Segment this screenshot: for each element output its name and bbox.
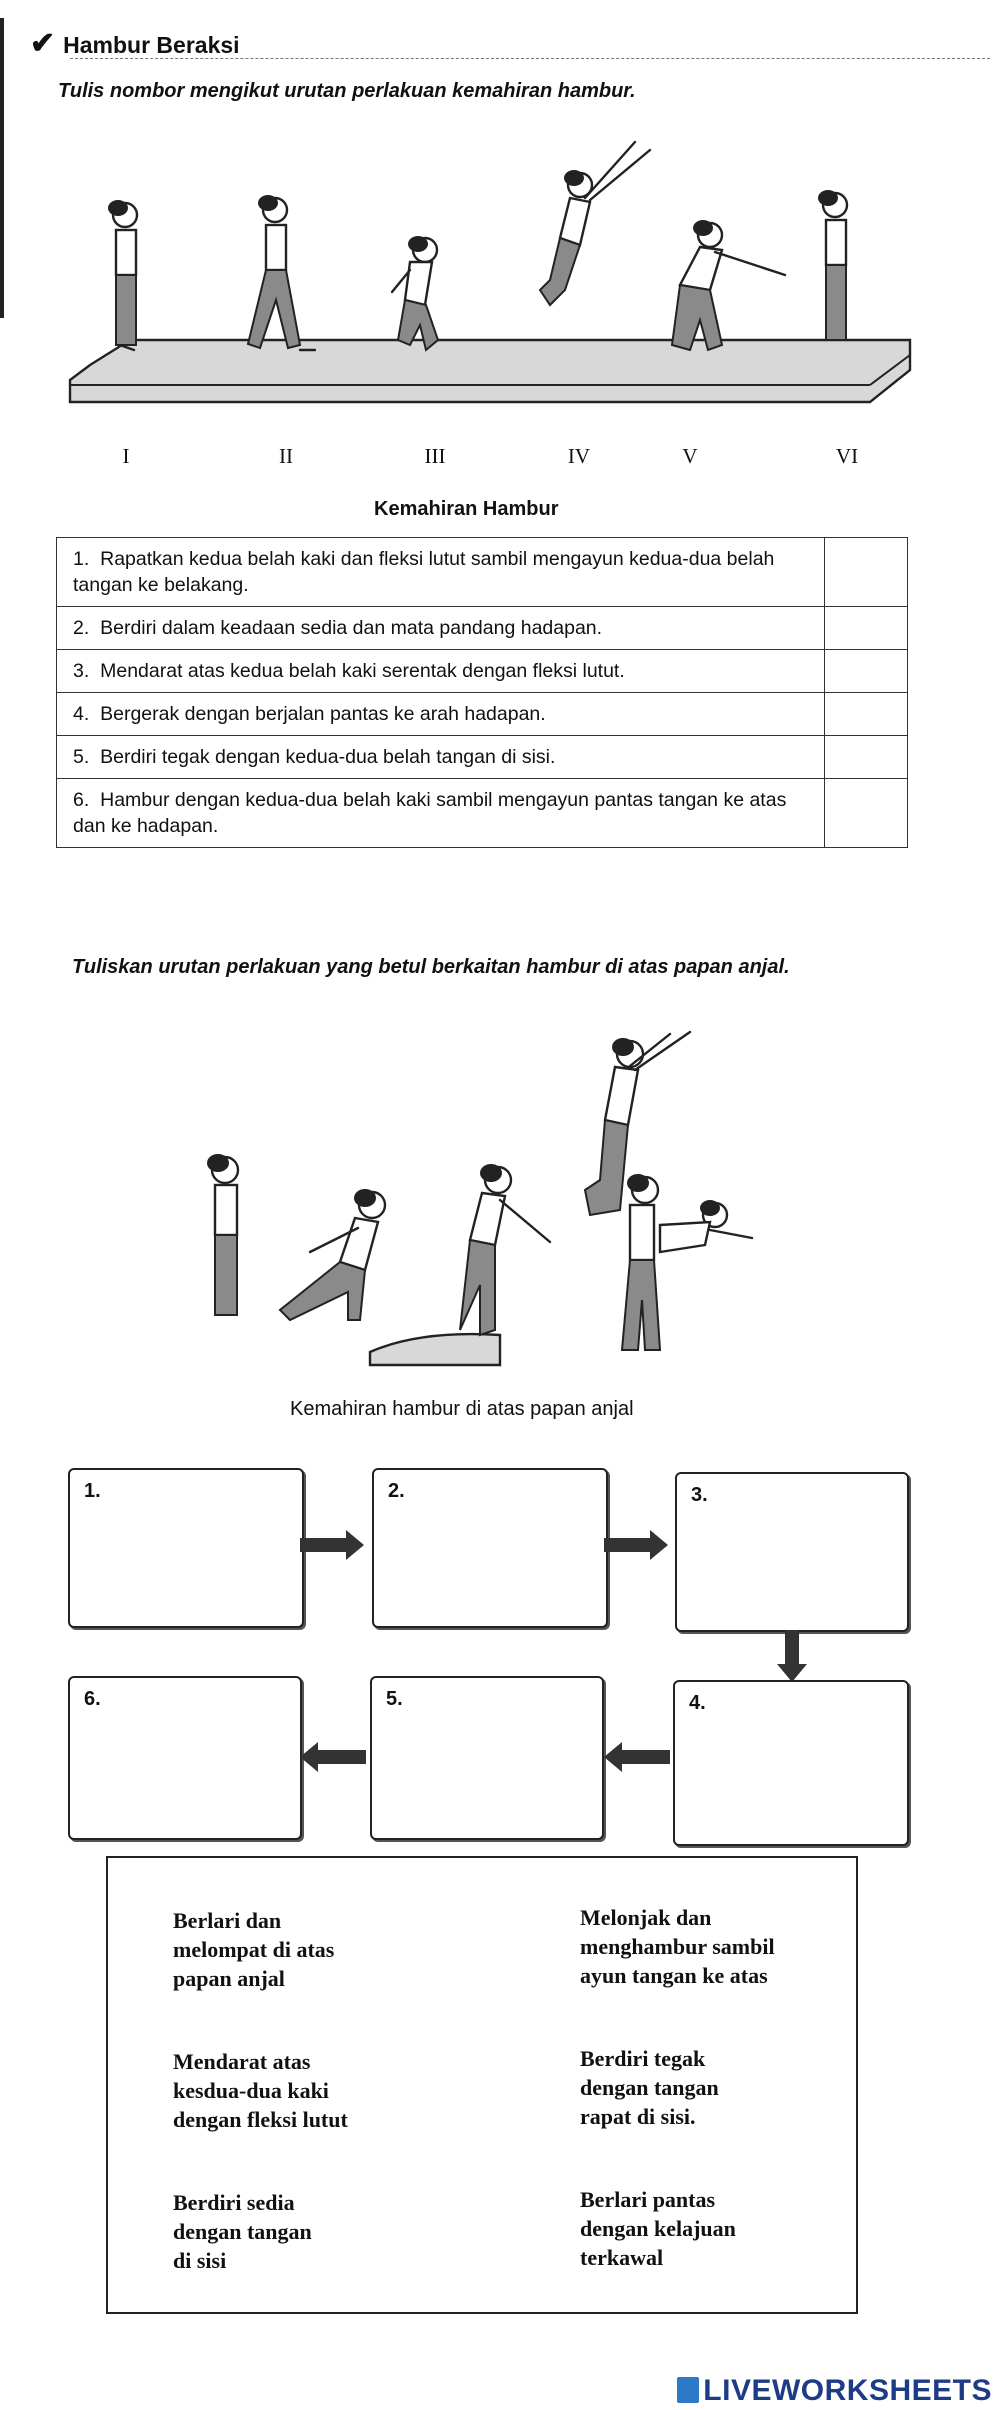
arrow-right-1 bbox=[300, 1538, 362, 1552]
liveworksheets-logo bbox=[677, 2374, 992, 2408]
figure-land-e bbox=[622, 1174, 752, 1350]
flow-box-number: 4. bbox=[689, 1692, 706, 1714]
flow-box-number: 2. bbox=[388, 1480, 405, 1502]
figure-land-5 bbox=[672, 220, 785, 350]
option-item[interactable]: Berdiri tegak dengan tangan rapat di sisi. bbox=[580, 2046, 719, 2129]
title-divider bbox=[70, 58, 990, 59]
answer-cell[interactable] bbox=[825, 736, 908, 779]
option-item[interactable]: Melonjak dan menghambur sambil ayun tangan ke atas bbox=[580, 1905, 775, 1988]
step-number: 2. bbox=[73, 617, 90, 639]
springboard bbox=[370, 1334, 500, 1365]
flow-box-6[interactable] bbox=[68, 1676, 302, 1840]
option-item[interactable]: Berdiri sedia dengan tangan di sisi bbox=[173, 2190, 312, 2273]
springboard-sequence-illustration bbox=[190, 1030, 790, 1390]
table-row bbox=[57, 779, 908, 848]
step-number: 6. bbox=[73, 789, 90, 811]
flow-box-4[interactable] bbox=[673, 1680, 909, 1846]
figure-stand-1 bbox=[108, 200, 137, 350]
figure-2-caption: Kemahiran hambur di atas papan anjal bbox=[290, 1398, 634, 1420]
flow-box-2[interactable] bbox=[372, 1468, 608, 1628]
option-item[interactable]: Berlari dan melompat di atas papan anjal bbox=[173, 1908, 335, 1991]
step-number: 1. bbox=[73, 548, 90, 570]
figure-run-b bbox=[280, 1189, 385, 1320]
figure-jump-4 bbox=[540, 142, 650, 305]
step-cell bbox=[57, 736, 825, 779]
figure-label-2: II bbox=[279, 444, 293, 468]
flow-box-5[interactable] bbox=[370, 1676, 604, 1840]
step-text: Berdiri dalam keadaan sedia dan mata pandang hadapan. bbox=[100, 617, 603, 639]
figure-label-1: I bbox=[122, 444, 130, 468]
flow-box-number: 6. bbox=[84, 1688, 101, 1710]
figure-label-5: V bbox=[682, 444, 698, 468]
instruction-1: Tulis nombor mengikut urutan perlakuan kemahiran hambur. bbox=[58, 80, 636, 102]
step-cell bbox=[57, 693, 825, 736]
table-row bbox=[57, 693, 908, 736]
table-row bbox=[57, 607, 908, 650]
answer-cell[interactable] bbox=[825, 650, 908, 693]
check-icon: ✔ bbox=[30, 27, 56, 60]
option-item[interactable]: Berlari pantas dengan kelajuan terkawal bbox=[580, 2187, 736, 2270]
table-row bbox=[57, 736, 908, 779]
arrow-right-2 bbox=[604, 1538, 666, 1552]
liveworksheets-logo-icon bbox=[677, 2377, 699, 2403]
liveworksheets-logo-text: LIVEWORKSHEETS bbox=[703, 2374, 992, 2407]
step-text: Hambur dengan kedua-dua belah kaki sambil mengayun pantas tangan ke atas dan ke hadapan. bbox=[73, 789, 787, 837]
step-text: Rapatkan kedua belah kaki dan fleksi lutut sambil mengayun kedua-dua belah tangan ke belakang. bbox=[73, 548, 775, 596]
figure-1-caption: Kemahiran Hambur bbox=[374, 498, 559, 520]
flow-box-1[interactable] bbox=[68, 1468, 304, 1628]
figure-label-3: III bbox=[424, 444, 446, 468]
flow-box-number: 1. bbox=[84, 1480, 101, 1502]
flow-box-number: 3. bbox=[691, 1484, 708, 1506]
table-row bbox=[57, 650, 908, 693]
hambur-sequence-illustration bbox=[60, 140, 920, 430]
step-text: Mendarat atas kedua belah kaki serentak dengan fleksi lutut. bbox=[100, 660, 625, 682]
figure-stand-a bbox=[207, 1154, 238, 1315]
step-cell bbox=[57, 779, 825, 848]
flow-box-number: 5. bbox=[386, 1688, 403, 1710]
step-number: 5. bbox=[73, 746, 90, 768]
table-row bbox=[57, 538, 908, 607]
step-cell bbox=[57, 607, 825, 650]
option-item[interactable]: Mendarat atas kesdua-dua kaki dengan fleksi lutut bbox=[173, 2049, 348, 2132]
figure-walk-2 bbox=[248, 195, 315, 350]
answer-cell[interactable] bbox=[825, 607, 908, 650]
figure-label-4: IV bbox=[567, 444, 591, 468]
step-text: Bergerak dengan berjalan pantas ke arah hadapan. bbox=[100, 703, 546, 725]
answer-cell[interactable] bbox=[825, 538, 908, 607]
flow-box-3[interactable] bbox=[675, 1472, 909, 1632]
step-cell bbox=[57, 538, 825, 607]
step-text: Berdiri tegak dengan kedua-dua belah tangan di sisi. bbox=[100, 746, 556, 768]
figure-stand-6 bbox=[818, 190, 847, 340]
worksheet-title bbox=[30, 26, 240, 61]
answer-cell[interactable] bbox=[825, 693, 908, 736]
worksheet-title-text: Hambur Beraksi bbox=[63, 32, 240, 58]
step-number: 4. bbox=[73, 703, 90, 725]
figure-label-6: VI bbox=[835, 444, 859, 468]
page-edge-bar bbox=[0, 18, 4, 318]
mat-board bbox=[70, 340, 910, 402]
step-cell bbox=[57, 650, 825, 693]
figure-board-c bbox=[460, 1164, 550, 1335]
instruction-2: Tuliskan urutan perlakuan yang betul berkaitan hambur di atas papan anjal. bbox=[72, 956, 790, 978]
arrow-left-2 bbox=[604, 1750, 670, 1764]
arrow-down bbox=[777, 1630, 807, 1684]
figure-crouch-3 bbox=[392, 236, 438, 350]
step-number: 3. bbox=[73, 660, 90, 682]
answer-cell[interactable] bbox=[825, 779, 908, 848]
steps-table bbox=[56, 537, 908, 848]
arrow-left-1 bbox=[300, 1750, 366, 1764]
